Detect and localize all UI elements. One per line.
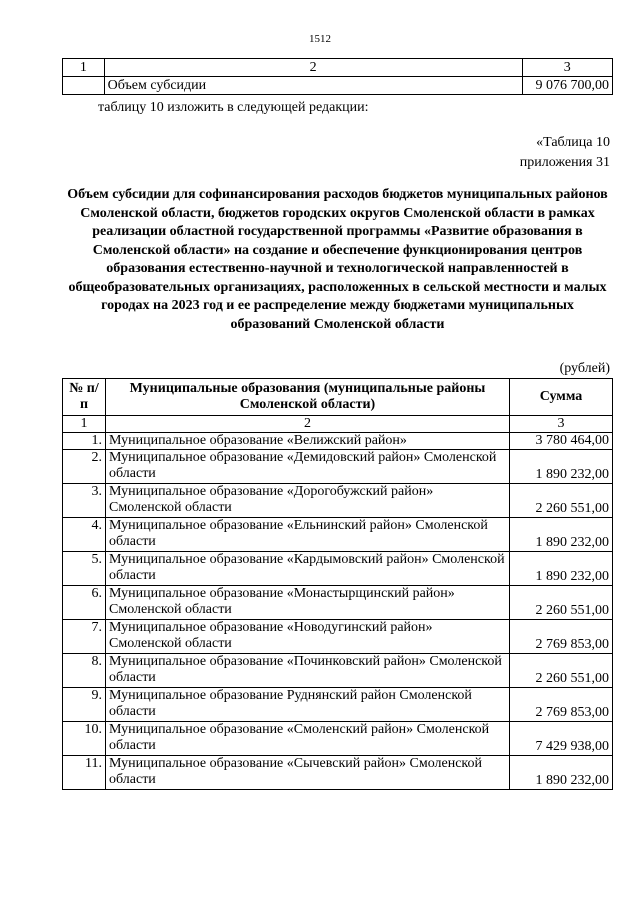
row-municipality: Муниципальное образование «Починковский район» Смоленской области [106, 654, 510, 688]
previous-table-fragment [62, 58, 613, 95]
row-sum: 1 890 232,00 [510, 756, 613, 790]
table-ref-line-1: «Таблица 10 [536, 135, 610, 150]
header-number: № п/п [63, 379, 106, 416]
top-empty-cell [63, 77, 105, 95]
row-number: 6. [63, 586, 106, 620]
header-sum: Сумма [510, 379, 613, 416]
row-municipality: Муниципальное образование «Монастырщинский район» Смоленской области [106, 586, 510, 620]
table-ref-line-2: приложения 31 [519, 155, 610, 170]
table-row [63, 552, 613, 586]
row-number: 4. [63, 518, 106, 552]
table-reference [520, 133, 610, 173]
subsidy-label: Объем субсидии [104, 77, 522, 95]
col-number-1: 1 [63, 416, 106, 433]
table-row [63, 654, 613, 688]
row-sum: 2 260 551,00 [510, 484, 613, 518]
row-municipality: Муниципальное образование «Смоленский район» Смоленской области [106, 722, 510, 756]
row-municipality: Муниципальное образование «Новодугинский район» Смоленской области [106, 620, 510, 654]
row-municipality: Муниципальное образование Руднянский район Смоленской области [106, 688, 510, 722]
subsidy-distribution-table [62, 378, 613, 790]
column-number-row [63, 416, 613, 433]
row-municipality: Муниципальное образование «Демидовский район» Смоленской области [106, 450, 510, 484]
page-number: 1512 [309, 33, 331, 45]
row-sum: 2 769 853,00 [510, 688, 613, 722]
table-row [63, 722, 613, 756]
col-number-2: 2 [106, 416, 510, 433]
row-sum: 3 780 464,00 [510, 433, 613, 450]
row-sum: 1 890 232,00 [510, 450, 613, 484]
units-label: (рублей) [559, 361, 610, 376]
header-municipality: Муниципальные образования (муниципальные районы Смоленской области) [106, 379, 510, 416]
document-title: Объем субсидии для софинансирования расходов бюджетов муниципальных районов Смоленской области, бюджетов городских округов Смоленской области в рамках реализации областной государственной программы «Развитие образования в Смоленской области» на создание и обеспечение функционирования центров образования естественно-научной и технологической направленностей в общеобразовательных организациях, расположенных в сельской местности и малых городах на 2023 год и ее распределение между бюджетами муниципальных образований Смоленской области [67, 187, 608, 332]
row-number: 9. [63, 688, 106, 722]
row-number: 1. [63, 433, 106, 450]
row-sum: 2 769 853,00 [510, 620, 613, 654]
top-table-header-row [63, 59, 613, 77]
table-row [63, 586, 613, 620]
row-sum: 7 429 938,00 [510, 722, 613, 756]
row-municipality: Муниципальное образование «Сычевский район» Смоленской области [106, 756, 510, 790]
row-number: 11. [63, 756, 106, 790]
row-number: 10. [63, 722, 106, 756]
subsidy-total: 9 076 700,00 [522, 77, 612, 95]
top-col-1: 1 [63, 59, 105, 77]
row-number: 2. [63, 450, 106, 484]
table-row [63, 433, 613, 450]
row-sum: 2 260 551,00 [510, 586, 613, 620]
row-number: 7. [63, 620, 106, 654]
col-number-3: 3 [510, 416, 613, 433]
row-number: 3. [63, 484, 106, 518]
header-row [63, 379, 613, 416]
top-table-row [63, 77, 613, 95]
row-municipality: Муниципальное образование «Дорогобужский район» Смоленской области [106, 484, 510, 518]
row-sum: 1 890 232,00 [510, 552, 613, 586]
top-col-2: 2 [104, 59, 522, 77]
table-row [63, 518, 613, 552]
amendment-text: таблицу 10 изложить в следующей редакции: [98, 100, 369, 115]
table-row [63, 484, 613, 518]
row-municipality: Муниципальное образование «Велижский район» [106, 433, 510, 450]
table-row [63, 688, 613, 722]
table-row [63, 450, 613, 484]
row-municipality: Муниципальное образование «Кардымовский район» Смоленской области [106, 552, 510, 586]
table-row [63, 620, 613, 654]
table-row [63, 756, 613, 790]
row-municipality: Муниципальное образование «Ельнинский район» Смоленской области [106, 518, 510, 552]
row-number: 5. [63, 552, 106, 586]
row-sum: 1 890 232,00 [510, 518, 613, 552]
row-sum: 2 260 551,00 [510, 654, 613, 688]
top-col-3: 3 [522, 59, 612, 77]
row-number: 8. [63, 654, 106, 688]
